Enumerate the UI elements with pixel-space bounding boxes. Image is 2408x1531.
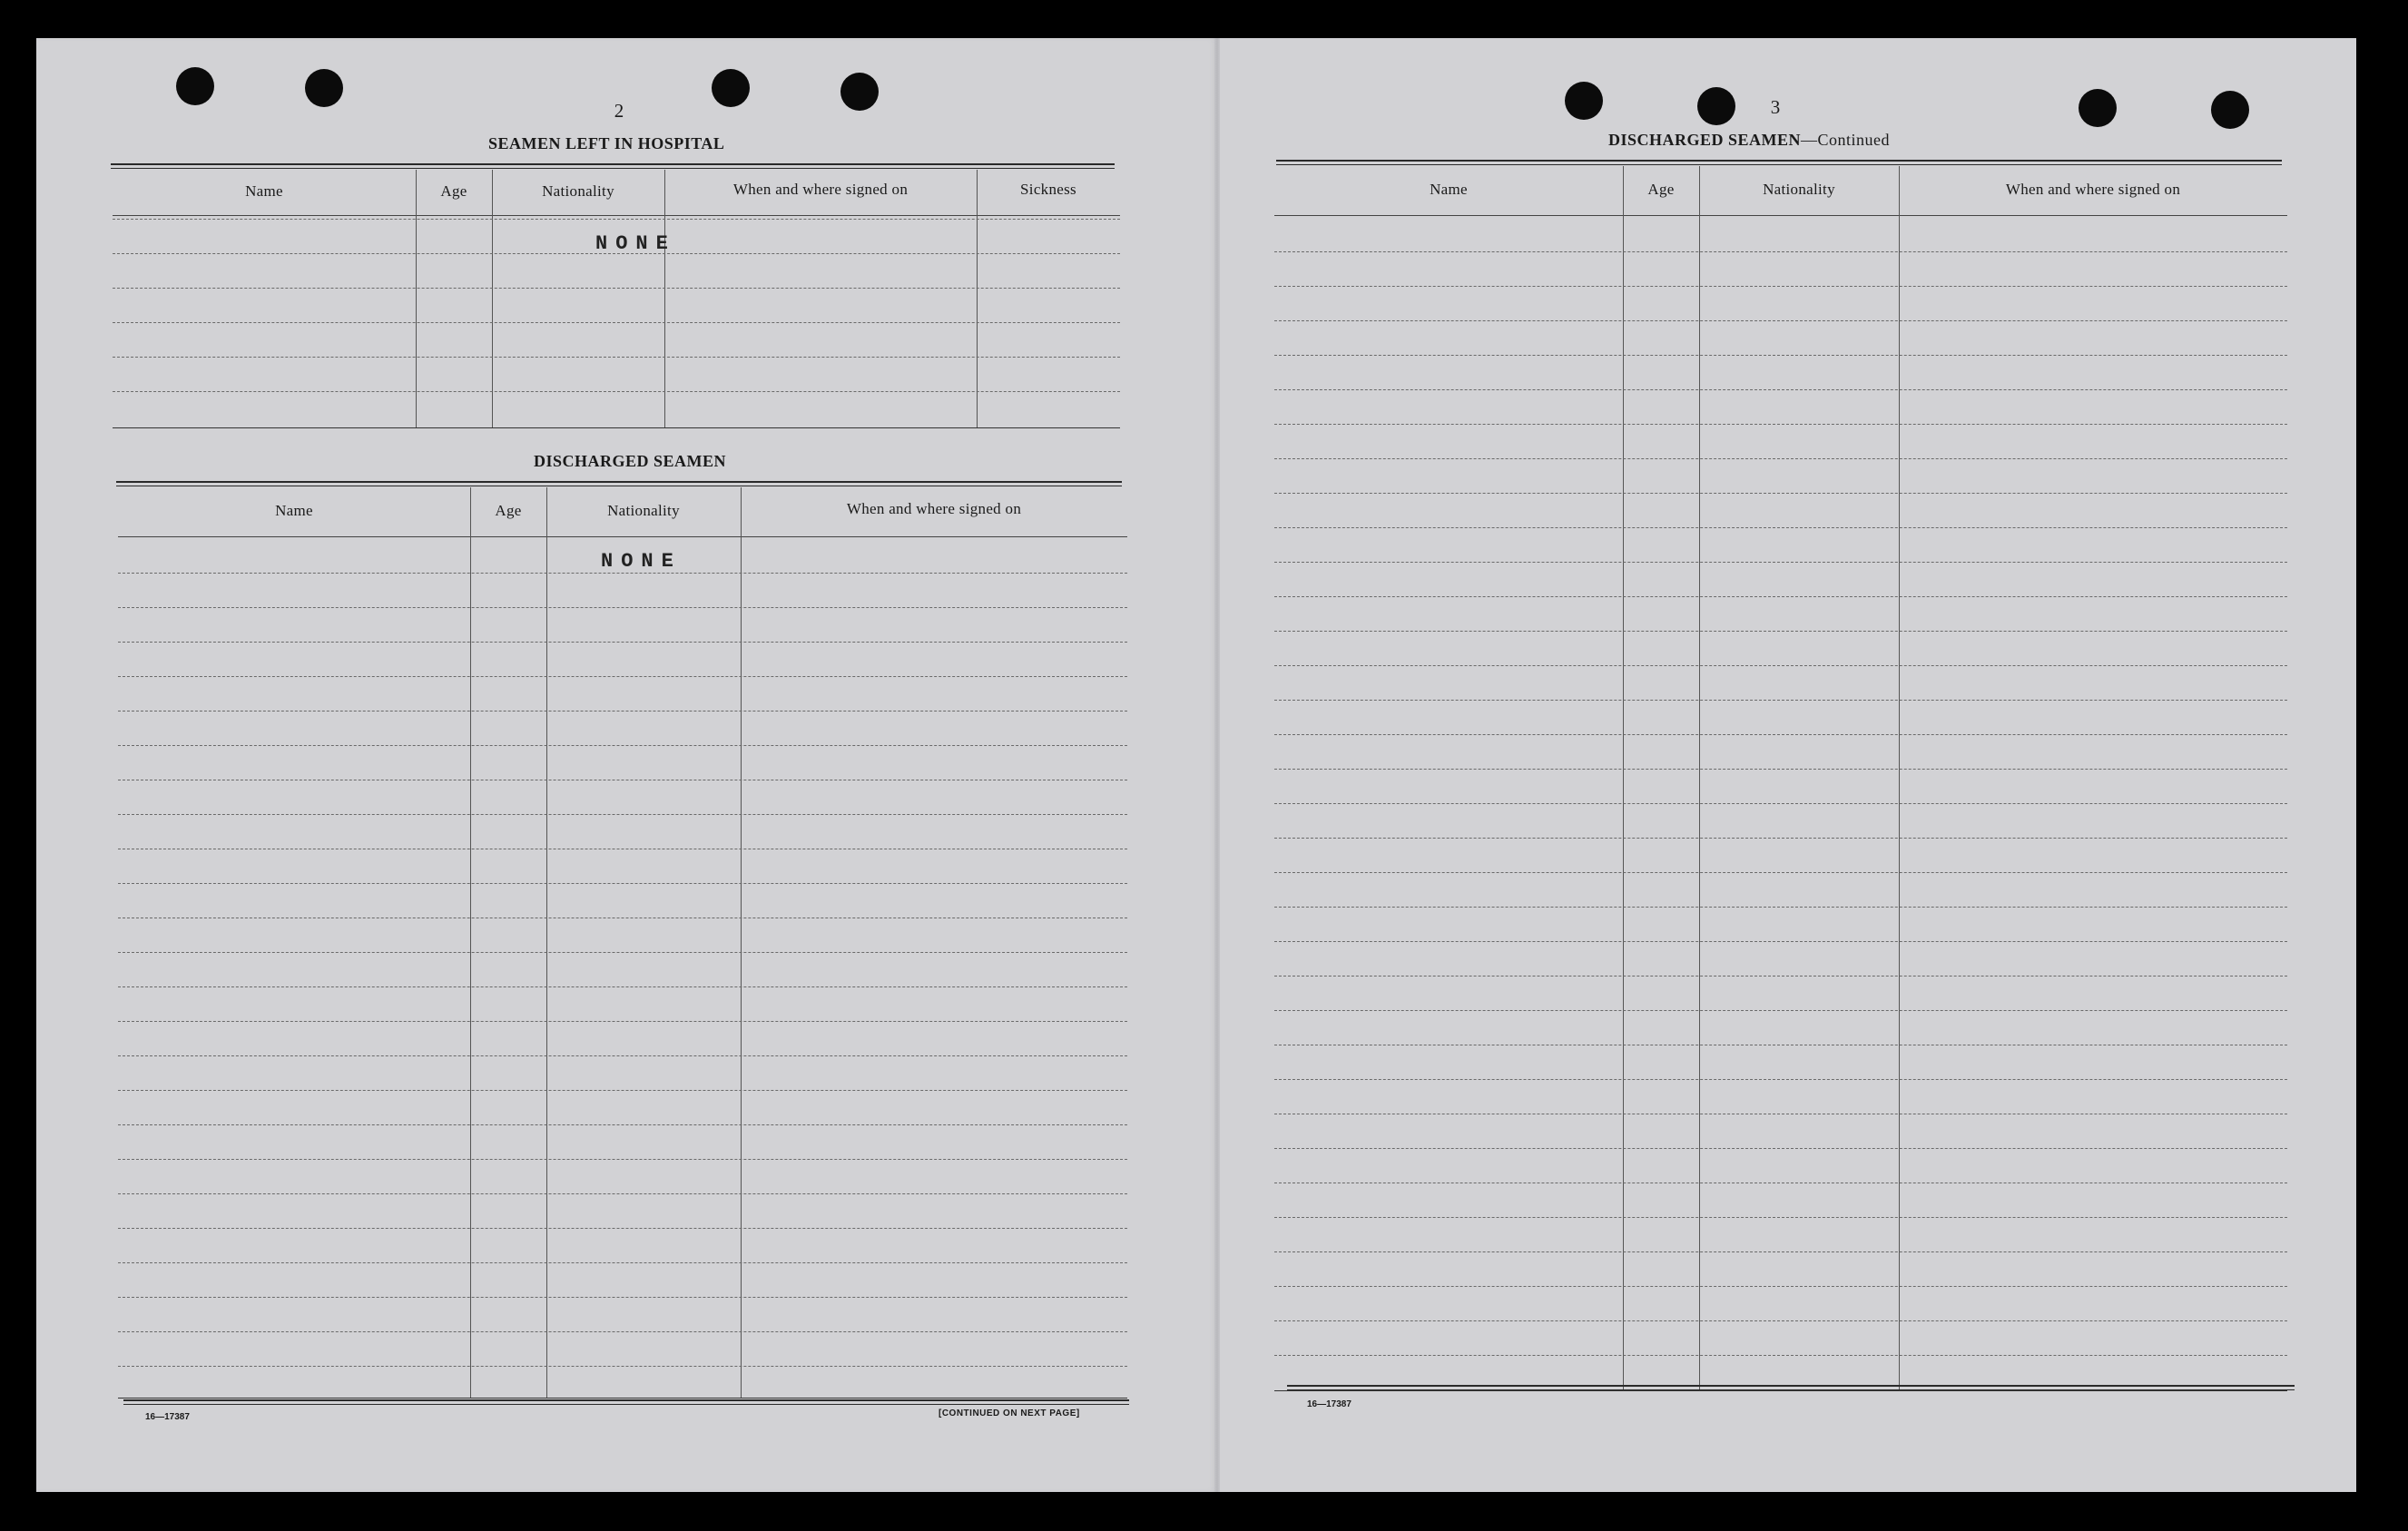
column-header-nationality: Nationality (607, 502, 680, 519)
page-number: 2 (614, 100, 624, 122)
column-header-sickness: Sickness (1020, 181, 1076, 198)
page-fold (1214, 38, 1220, 1492)
table-row (1274, 803, 2287, 804)
table-row (1274, 562, 2287, 563)
table-row (118, 607, 1127, 608)
table-row (113, 391, 1120, 392)
right-top-rule (1276, 160, 2282, 162)
column-divider (1623, 166, 1624, 1391)
punch-hole (176, 67, 214, 105)
table-bottom-rule (1274, 1390, 2287, 1391)
column-header-age: Age (495, 502, 522, 519)
hospital-section-title: SEAMEN LEFT IN HOSPITAL (488, 134, 725, 152)
page-number: 3 (1770, 96, 1781, 118)
typed-entry-none: NONE (595, 232, 676, 255)
table-row (118, 1124, 1127, 1125)
table-row (118, 1055, 1127, 1056)
table-row (118, 1331, 1127, 1332)
table-row (1274, 976, 2287, 977)
table-row (1274, 527, 2287, 528)
column-header-nationality: Nationality (542, 182, 614, 200)
section-title-suffix: —Continued (1801, 131, 1891, 149)
column-header-name: Name (1430, 181, 1468, 198)
table-row (118, 1366, 1127, 1367)
discharged-top-rule (116, 481, 1122, 483)
table-row (118, 814, 1127, 815)
table-row (1274, 1355, 2287, 1356)
column-header-nationality: Nationality (1763, 181, 1835, 198)
table-row (1274, 424, 2287, 425)
table-row (1274, 941, 2287, 942)
table-row (118, 676, 1127, 677)
table-row (1274, 734, 2287, 735)
table-row (118, 573, 1127, 574)
column-divider (1699, 166, 1700, 1391)
discharged-table (118, 487, 1127, 1399)
table-row (118, 1193, 1127, 1194)
table-row (1274, 1217, 2287, 1218)
form-number: 16—17387 (1307, 1399, 1351, 1409)
table-row (1274, 458, 2287, 459)
column-header-age: Age (1647, 181, 1675, 198)
table-row (1274, 1286, 2287, 1287)
table-row (118, 1228, 1127, 1229)
column-divider (492, 170, 493, 428)
table-row (1274, 872, 2287, 873)
table-bottom-rule (113, 427, 1120, 428)
column-header-name: Name (275, 502, 313, 519)
table-row (118, 952, 1127, 953)
table-row (1274, 769, 2287, 770)
column-header-age: Age (440, 182, 467, 200)
table-row (118, 711, 1127, 712)
column-header-signed-on: When and where signed on (2005, 181, 2181, 198)
column-header-signed-on: When and where signed on (732, 181, 909, 198)
table-row (1274, 1148, 2287, 1149)
table-row (118, 883, 1127, 884)
discharged-section-title: DISCHARGED SEAMEN (534, 452, 727, 470)
table-row (118, 986, 1127, 987)
table-row (1274, 1010, 2287, 1011)
continued-note: [CONTINUED ON NEXT PAGE] (939, 1408, 1080, 1418)
section-title-text: DISCHARGED SEAMEN (1608, 131, 1802, 149)
discharged-continued-title (1608, 131, 1890, 150)
column-header-signed-on: When and where signed on (846, 500, 1022, 517)
table-row (113, 219, 1120, 220)
table-row (1274, 596, 2287, 597)
table-row (118, 745, 1127, 746)
table-row (1274, 907, 2287, 908)
column-divider (416, 170, 417, 428)
punch-hole (305, 69, 343, 107)
table-row (1274, 1320, 2287, 1321)
table-row (118, 1021, 1127, 1022)
table-row (1274, 1079, 2287, 1080)
punch-hole (2079, 89, 2117, 127)
punch-hole (840, 73, 879, 111)
column-header-name: Name (245, 182, 283, 200)
table-row (1274, 355, 2287, 356)
column-divider (1899, 166, 1900, 1391)
hospital-table (113, 170, 1120, 428)
discharged-continued-table (1274, 166, 2287, 1391)
table-row (1274, 286, 2287, 287)
table-row (118, 642, 1127, 643)
table-row (118, 1090, 1127, 1091)
table-row (1274, 251, 2287, 252)
punch-hole (1697, 87, 1735, 125)
table-row (1274, 320, 2287, 321)
table-row (1274, 493, 2287, 494)
typed-entry-none: NONE (601, 550, 682, 573)
punch-hole (712, 69, 750, 107)
table-row (113, 322, 1120, 323)
table-row (1274, 1251, 2287, 1252)
table-row (1274, 838, 2287, 839)
table-row (118, 1262, 1127, 1263)
form-number: 16—17387 (145, 1412, 190, 1422)
table-row (118, 1159, 1127, 1160)
table-row (113, 357, 1120, 358)
table-bottom-rule (118, 1398, 1127, 1399)
left-footer-rule (123, 1399, 1129, 1401)
table-row (1274, 665, 2287, 666)
column-divider (664, 170, 665, 428)
table-row (1274, 700, 2287, 701)
table-row (118, 1297, 1127, 1298)
punch-hole (2211, 91, 2249, 129)
column-divider (977, 170, 978, 428)
punch-hole (1565, 82, 1603, 120)
table-row (113, 288, 1120, 289)
table-row (1274, 631, 2287, 632)
table-row (1274, 389, 2287, 390)
hospital-top-rule (111, 163, 1115, 165)
right-footer-rule (1287, 1385, 2295, 1387)
